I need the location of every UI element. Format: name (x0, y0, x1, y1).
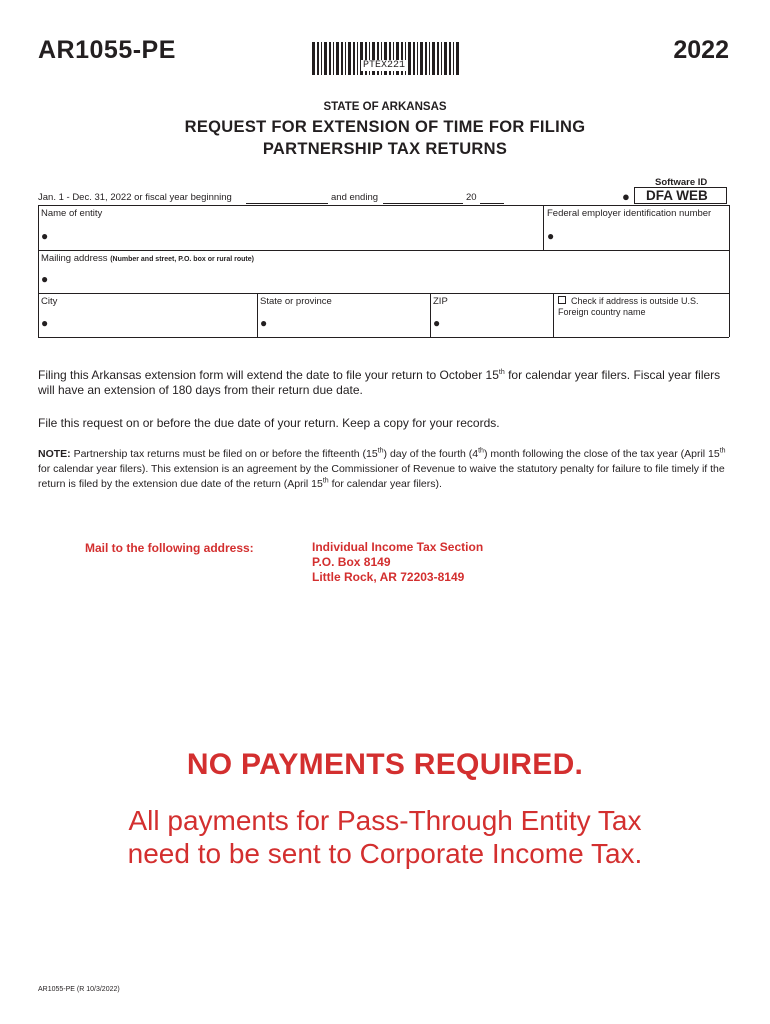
grid-line (553, 293, 554, 337)
mail-address-line2: P.O. Box 8149 (312, 555, 391, 569)
note-label: NOTE: (38, 448, 71, 460)
payment-notice (0, 804, 770, 870)
tax-year: 2022 (673, 36, 729, 64)
grid-line (257, 293, 258, 337)
grid-line (38, 205, 39, 337)
mail-to-label: Mail to the following address: (85, 541, 254, 555)
grid-line (38, 293, 729, 294)
mailing-address-label (41, 253, 254, 264)
grid-line (38, 250, 729, 251)
note-text-5: for calendar year filers). (328, 478, 442, 490)
mail-address-line3: Little Rock, AR 72203-8149 (312, 570, 465, 584)
para1-sup: th (498, 369, 505, 376)
fiscal-year-field[interactable] (480, 192, 504, 204)
fein-label: Federal employer identification number (547, 208, 712, 219)
form-revision: AR1055-PE (R 10/3/2022) (38, 986, 120, 993)
grid-line (729, 205, 730, 337)
grid-line (38, 205, 729, 206)
mailing-address-field[interactable]: ● (41, 272, 49, 286)
note-sup-1: th (377, 447, 384, 455)
no-payments-headline: NO PAYMENTS REQUIRED. (186, 748, 584, 781)
software-id-value: DFA WEB (646, 188, 708, 203)
grid-line (543, 205, 544, 250)
mailing-address-label-text: Mailing address (41, 253, 108, 264)
fein-field[interactable]: ● (547, 229, 555, 243)
file-request-paragraph: File this request on or before the due date of your return. Keep a copy for your records. (38, 416, 500, 430)
barcode-text: PTEX221 (363, 60, 406, 71)
name-of-entity-field[interactable]: ● (41, 229, 49, 243)
note-text-2: ) day of the fourth (4 (383, 448, 479, 460)
note-sup-2: th (478, 447, 484, 455)
note-sup-3: th (719, 447, 726, 455)
outside-us-checkbox[interactable] (558, 296, 566, 304)
city-field[interactable]: ● (41, 316, 49, 330)
mailing-address-hint: (Number and street, P.O. box or rural route) (110, 256, 254, 263)
extension-paragraph (38, 368, 733, 398)
ending-label: and ending (331, 192, 379, 203)
grid-line (430, 293, 431, 337)
fiscal-begin-field[interactable] (246, 192, 328, 204)
note-paragraph (38, 447, 733, 492)
zip-field[interactable]: ● (433, 316, 441, 330)
name-of-entity-label: Name of entity (41, 208, 103, 219)
form-title-line2: PARTNERSHIP TAX RETURNS (262, 140, 508, 158)
payment-notice-line1: All payments for Pass-Through Entity Tax (128, 805, 642, 836)
software-id-bullet: ● (622, 189, 630, 204)
software-id-label: Software ID (655, 177, 708, 188)
foreign-country-label[interactable]: Foreign country name (558, 307, 646, 317)
note-text-3: ) month following the close of the tax year (April 15 (483, 448, 720, 460)
state-province-label: State or province (260, 296, 332, 307)
note-sup-4: th (322, 477, 329, 485)
note-text-4: for calendar year filers). This extension is an agreement by the Commissioner of Revenue to waive the statutory penalty for failure to file timely if the return is filed by the extension due date of the return (April 15 (38, 463, 725, 490)
city-label: City (41, 296, 58, 307)
state-heading: STATE OF ARKANSAS (323, 101, 447, 113)
state-province-field[interactable]: ● (260, 316, 268, 330)
form-id: AR1055-PE (38, 36, 176, 64)
para1-text-b: for calendar year filers. Fiscal year filers will have an extension of 180 days from their return due date. (38, 368, 721, 397)
note-text-1: Partnership tax returns must be filed on or before the fifteenth (15 (70, 448, 378, 460)
grid-line (38, 337, 729, 338)
para1-text-a: Filing this Arkansas extension form will extend the date to file your return to October 15 (38, 368, 499, 382)
mail-address-block (312, 540, 483, 585)
zip-label: ZIP (433, 296, 448, 307)
period-label: Jan. 1 - Dec. 31, 2022 or fiscal year beginning (38, 192, 232, 203)
fiscal-end-field[interactable] (383, 192, 463, 204)
form-title-line1: REQUEST FOR EXTENSION OF TIME FOR FILING (184, 118, 586, 136)
outside-us-label: Check if address is outside U.S. (571, 296, 699, 306)
year-prefix: 20 (466, 192, 477, 203)
payment-notice-line2: need to be sent to Corporate Income Tax. (127, 838, 643, 869)
mail-address-line1: Individual Income Tax Section (312, 540, 484, 554)
